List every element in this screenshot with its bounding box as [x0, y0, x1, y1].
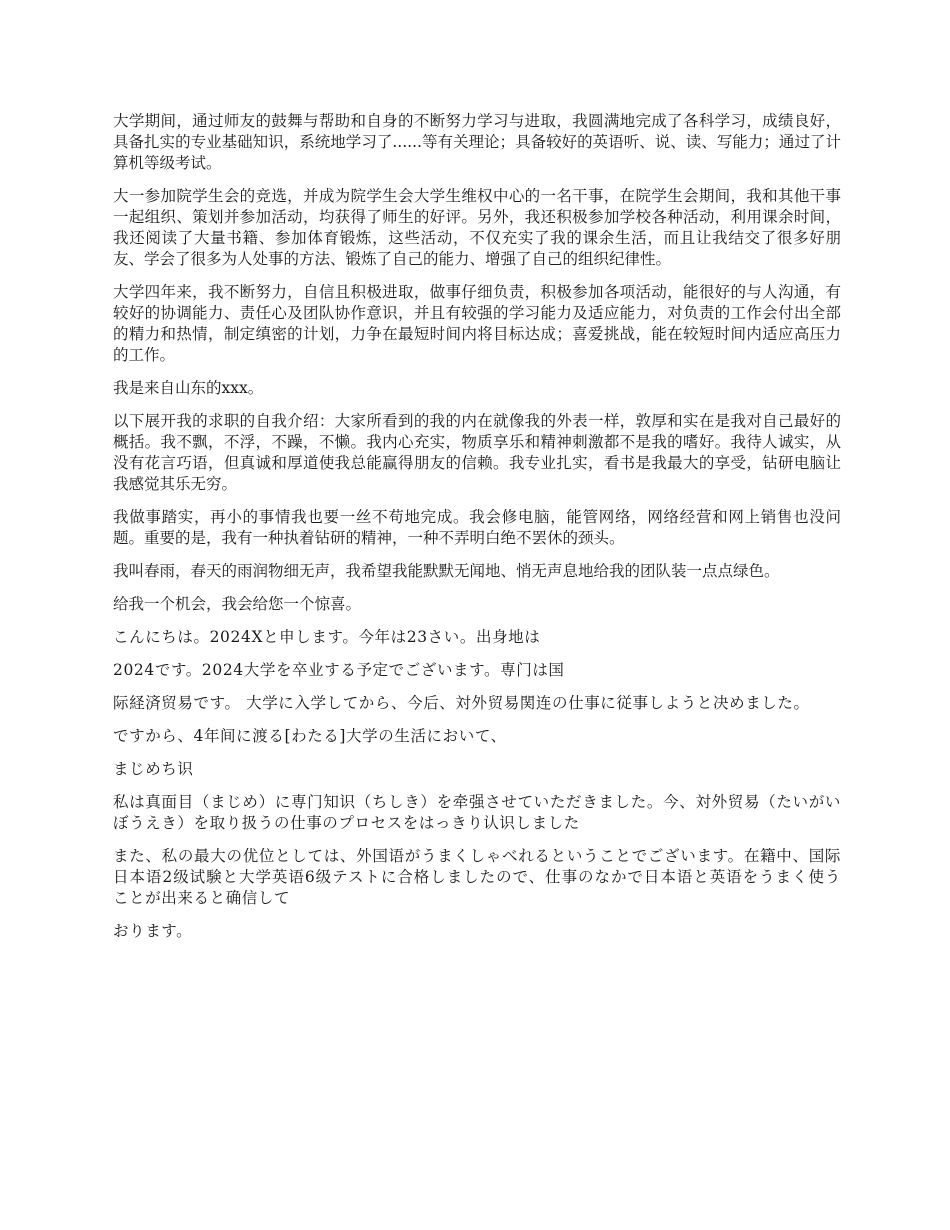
paragraph: おります。: [113, 922, 193, 940]
paragraph: ですから、4年间に渡る[わたる]大学の生活において、: [113, 727, 507, 745]
paragraph: 以下展开我的求职的自我介绍：大家所看到的我的内在就像我的外表一样，敦厚和实在是我对自己最好的概括。我不飘，不浮，不躁，不懒。我内心充实，物质享乐和精神刺激都不是我的嗜好。我待人诚实，从没有花言巧语，但真诚和厚道使我总能赢得朋友的信赖。我专业扎实，看书是我最大的享受，钻研电脑让我感觉其乐无穷。: [113, 412, 841, 493]
paragraph: 我做事踏实，再小的事情我也要一丝不苟地完成。我会修电脑，能管网络，网络经营和网上销售也没问题。重要的是，我有一种执着钻研的精神，一种不弄明白绝不罢休的颈头。: [113, 508, 841, 547]
paragraph: 大学期间，通过师友的鼓舞与帮助和自身的不断努力学习与进取，我圆满地完成了各科学习，成绩良好，具备扎实的专业基础知识，系统地学习了......等有关理论；具备较好的英语听、说、读、写能力；通过了计算机等级考试。: [113, 112, 841, 172]
paragraph: 大一参加院学生会的竞选，并成为院学生会大学生维权中心的一名干事，在院学生会期间，我和其他干事一起组织、策划并参加活动，均获得了师生的好评。另外，我还积极参加学校各种活动，利用课余时间，我还阅读了大量书籍、参加体育锻炼，这些活动，不仅充实了我的课余生活，而且让我结交了很多好朋友、学会了很多为人处事的方法、锻炼了自己的能力、增强了自己的组织纪律性。: [113, 187, 841, 268]
paragraph: また、私の最大の优位としては、外国语がうまくしゃべれるということでございます。在籍中、国际日本语2级试験と大学英语6级テストに合格しましたので、仕事のなかで日本语と英语をうまく使うことが出来ると确信して: [113, 847, 841, 907]
paragraph: 给我一个机会，我会给您一个惊喜。: [113, 595, 362, 613]
paragraph: 我是来自山东的xxx。: [113, 379, 264, 397]
paragraph: こんにちは。2024Xと申します。今年は23さい。出身地は: [113, 628, 541, 646]
paragraph: 我叫春雨，春天的雨润物细无声，我希望我能默默无闻地、悄无声息地给我的团队装一点点绿色。: [113, 562, 780, 580]
paragraph: 大学四年来，我不断努力，自信且积极进取，做事仔细负责，积极参加各项活动，能很好的与人沟通，有较好的协调能力、责任心及团队协作意识，并且有较强的学习能力及适应能力，对负责的工作会付出全部的精力和热情，制定缜密的计划，力争在最短时间内将目标达成；喜爱挑战，能在较短时间内适应高压力的工作。: [113, 283, 841, 364]
paragraph: 际経済贸易です。 大学に入学してから、今后、対外贸易関连の仕事に従事しようと决めました。: [113, 694, 810, 712]
paragraph: 2024です。2024大学を卒业する予定でございます。専门は国: [113, 661, 565, 679]
document-page: [113, 111, 841, 954]
paragraph: まじめち识: [113, 760, 194, 778]
paragraph: 私は真面目（まじめ）に専门知识（ちしき）を牵强させていただきました。今、対外贸易（たいがいぼうえき）を取り扱うの仕事のプロセスをはっきり认识しました: [113, 793, 841, 832]
